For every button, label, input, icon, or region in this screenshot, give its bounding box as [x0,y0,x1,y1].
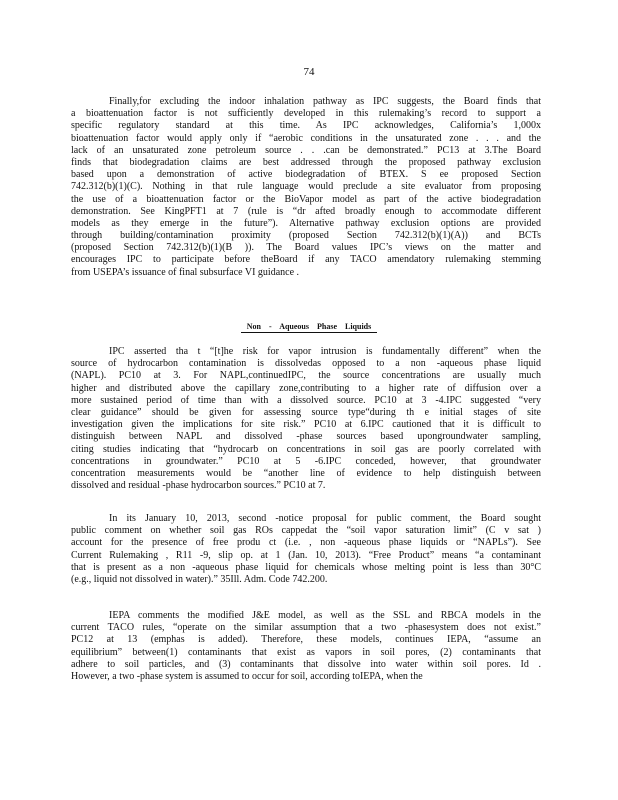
text-line: more sustained period of time than with a dissolved source. PC10 at 3 -4.IPC suggested “very [71,394,541,406]
text-line: public comment on whether soil gas ROs cappedat the “soil vapor saturation limit” (C v sat ) [71,525,541,537]
paragraph-iepa-comments [71,610,541,683]
text-line: lack of an unsaturated zone petroleum source . . .can be demonstrated.” PC13 at 3.The Board [71,144,541,156]
section-heading: Non - Aqueous Phase Liquids [241,322,377,333]
text-line: IEPA comments the modified J&E model, as well as the SSL and RBCA models in the [109,610,541,621]
text-line: through building/contamination proximity (proposed Section 742.312(b)(1)(A)) and BCTs [71,230,541,242]
text-line: models as they emerge in the future”). Alternative pathway exclusion options are provided [71,217,541,229]
text-line: based upon a demonstration of active biodegradation of BTEX. S ee proposed Section [71,169,541,181]
text-line: demonstration. See KingPFT1 at 7 (rule is “dr afted broadly enough to accommodate different [71,205,541,217]
text-line: dissolved and residual -phase hydrocarbon sources.” PC10 at 7. [71,480,326,492]
paragraph-bioattenuation [71,96,541,279]
text-line: bioattenuation factor would apply only if “aerobic conditions in the unsaturated zone . . . and the [71,132,541,144]
text-line: that is present as a non -aqueous phase liquid for chemicals whose melting point is less than 30°C [71,561,541,573]
text-line: current TACO rules, “operate on the similar assumption that a two -phasesystem does not exist.” [71,622,541,634]
text-line: account for the presence of free produ ct (i.e. , non -aqueous phase liquids or “NAPLs”). See [71,537,541,549]
text-line: distinguish between NAPL and dissolved -phase sources based upongroundwater sampling, [71,431,541,443]
text-line: higher and distributed above the capillary zone,contributing to a higher rate of diffusion over a [71,382,541,394]
text-line: concentration measurements would be “another line of evidence to help distinguish between [71,467,541,479]
text-line: PC12 at 13 (emphas is added). Therefore, these models, continues IEPA, “assume an [71,634,541,646]
text-line: adhere to soil particles, and (3) contaminants that dissolve into water within soil pores. Id . [71,658,541,670]
text-line: source of hydrocarbon contamination is dissolvedas opposed to a non -aqueous phase liquid [71,358,541,370]
text-line: In its January 10, 2013, second -notice proposal for public comment, the Board sought [109,513,541,524]
section-heading-wrapper [0,316,618,334]
text-line: a bioattenuation factor is not sufficiently developed in this rulemaking’s record to support a [71,108,541,120]
text-line: the use of a bioattenuation factor or the BioVapor model as part of the active biodegradation [71,193,541,205]
text-line: Finally,for excluding the indoor inhalation pathway as IPC suggests, the Board finds that [109,96,541,107]
text-line: citing studies indicating that “hydrocarb on concentrations in soil gas are poorly correlated with [71,443,541,455]
paragraph-napl-ipc [71,346,541,492]
text-line: encourages IPC to participate before theBoard if any TACO amendatory rulemaking stemming [71,254,541,266]
paragraph-second-notice [71,513,541,586]
text-line: specific regulatory standard at this time. As IPC acknowledges, California’s 1,000x [71,120,541,132]
text-line: clear guidance” should be given for assessing source type“during th e initial stages of site [71,406,541,418]
text-line: from USEPA’s issuance of final subsurface VI guidance . [71,266,300,278]
text-line: (proposed Section 742.312(b)(1)(B )). The Board values IPC’s views on the matter and [71,242,541,254]
text-line: Current Rulemaking , R11 -9, slip op. at 1 (Jan. 10, 2013). “Free Product” means “a contaminant [71,549,541,561]
text-line: equilibrium” between(1) contaminants that exist as vapors in soil pores, (2) contaminants that [71,646,541,658]
page-number: 74 [303,66,315,78]
text-line: investigation given the implications for site risk.” PC10 at 6.IPC cautioned that it is difficult to [71,419,541,431]
text-line: concentrations in groundwater.” PC10 at 5 -6.IPC conceded, however, that groundwater [71,455,541,467]
text-line: (NAPL). PC10 at 3. For NAPL,continuedIPC, the source concentrations are usually much [71,370,541,382]
text-line: finds that biodegradation claims are best addressed through the proposed pathway exclusion [71,156,541,168]
text-line: However, a two -phase system is assumed to occur for soil, according toIEPA, when the [71,670,423,682]
text-line: IPC asserted tha t “[t]he risk for vapor intrusion is fundamentally different” when the [109,346,541,357]
text-line: (e.g., liquid not dissolved in water).” 35Ill. Adm. Code 742.200. [71,573,328,585]
text-line: 742.312(b)(1)(C). Nothing in that rule language would preclude a site evaluator from proposing [71,181,541,193]
